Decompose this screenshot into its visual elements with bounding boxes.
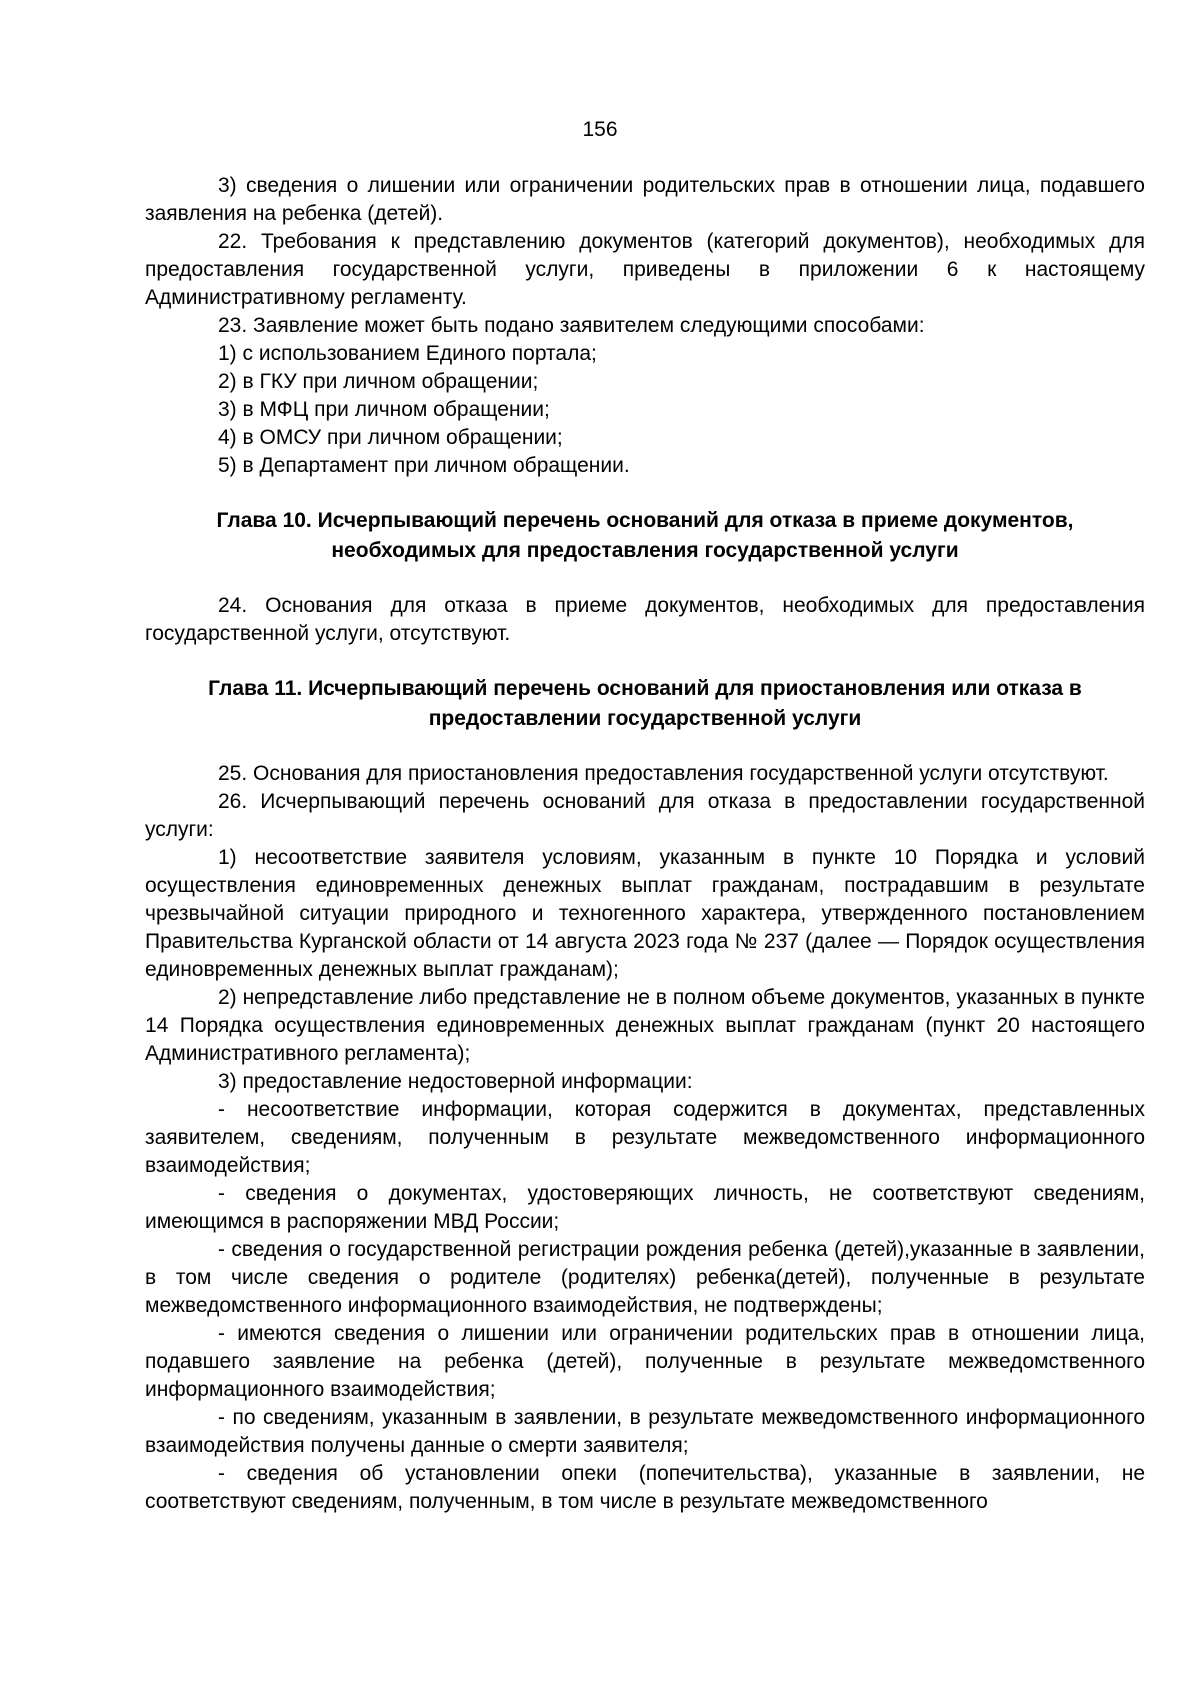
list-item: 3) в МФЦ при личном обращении; <box>218 398 550 421</box>
paragraph: 3) сведения о лишении или ограничении родительских прав в отношении лица, подавшего заявления на ребенка (детей). <box>145 174 1145 225</box>
paragraph: 26. Исчерпывающий перечень оснований для отказа в предоставлении государственной услуги: <box>145 790 1145 841</box>
chapter-heading: Глава 10. Исчерпывающий перечень оснований для отказа в приеме документов, необходимых для предоставления государственной услуги <box>216 509 1074 562</box>
list-item: 4) в ОМСУ при личном обращении; <box>218 426 563 449</box>
paragraph: 25. Основания для приостановления предоставления государственной услуги отсутствуют. <box>218 762 1109 785</box>
bullet-item: - сведения об установлении опеки (попечительства), указанные в заявлении, не соответствуют сведениям, полученным, в том числе в результате межведомственного <box>145 1462 1145 1513</box>
page-number: 156 <box>582 118 618 141</box>
paragraph: 24. Основания для отказа в приеме документов, необходимых для предоставления государственной услуги, отсутствуют. <box>145 594 1145 645</box>
bullet-item: - сведения о документах, удостоверяющих личность, не соответствуют сведениям, имеющимся в распоряжении МВД России; <box>145 1182 1145 1233</box>
paragraph: 22. Требования к представлению документов (категорий документов), необходимых для предоставления государственной услуги, приведены в приложении 6 к настоящему Административному регламенту. <box>145 230 1145 309</box>
chapter-heading: Глава 11. Исчерпывающий перечень оснований для приостановления или отказа в предоставлении государственной услуги <box>208 677 1082 730</box>
list-item: 2) в ГКУ при личном обращении; <box>218 370 539 393</box>
list-item: 3) предоставление недостоверной информации: <box>218 1070 693 1093</box>
list-item: 5) в Департамент при личном обращении. <box>218 454 630 477</box>
bullet-item: - по сведениям, указанным в заявлении, в результате межведомственного информационного взаимодействия получены данные о смерти заявителя; <box>145 1406 1145 1457</box>
document-body <box>145 172 1145 1516</box>
paragraph: 23. Заявление может быть подано заявителем следующими способами: <box>218 314 925 337</box>
list-item: 1) несоответствие заявителя условиям, указанным в пункте 10 Порядка и условий осуществления единовременных денежных выплат гражданам, пострадавшим в результате чрезвычайной ситуации природного и техногенного характера, утвержденного постановлением Правительства Курганской области от 14 августа 2023 года № 237 (далее — Порядок осуществления единовременных денежных выплат гражданам); <box>145 846 1145 981</box>
list-item: 2) непредставление либо представление не в полном объеме документов, указанных в пункте 14 Порядка осуществления единовременных денежных выплат гражданам (пункт 20 настоящего Административного регламента); <box>145 986 1145 1065</box>
bullet-item: - сведения о государственной регистрации рождения ребенка (детей),указанные в заявлении, в том числе сведения о родителе (родителях) ребенка(детей), полученные в результате межведомственного информационного взаимодействия, не подтверждены; <box>145 1238 1145 1317</box>
list-item: 1) с использованием Единого портала; <box>218 342 597 365</box>
bullet-item: - имеются сведения о лишении или ограничении родительских прав в отношении лица, подавшего заявление на ребенка (детей), полученные в результате межведомственного информационного взаимодействия; <box>145 1322 1145 1401</box>
bullet-item: - несоответствие информации, которая содержится в документах, представленных заявителем, сведениям, полученным в результате межведомственного информационного взаимодействия; <box>145 1098 1145 1177</box>
